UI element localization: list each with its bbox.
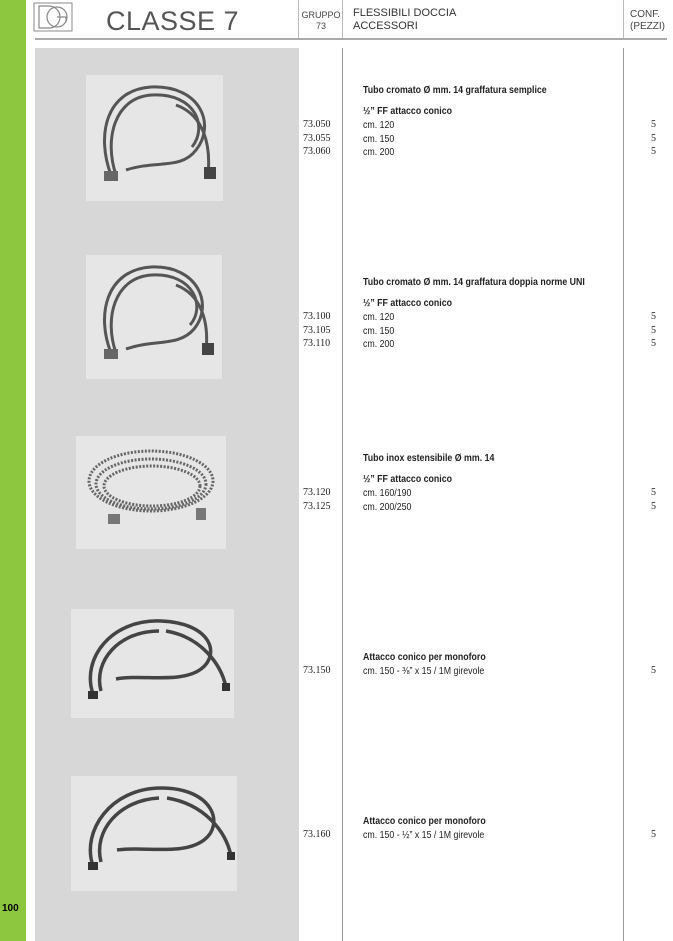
product-1-description xyxy=(363,84,572,160)
brand-logo-icon xyxy=(33,2,73,32)
column-divider xyxy=(623,48,624,941)
package-qty: 5 xyxy=(651,324,656,336)
product-size: cm. 150 - ½” x 15 / 1M girevole xyxy=(363,830,485,841)
product-code: 73.125 xyxy=(303,500,331,512)
product-size: cm. 150 xyxy=(363,325,395,337)
product-title: Tubo inox estensibile Ø mm. 14 xyxy=(363,453,495,464)
product-size: cm. 150 xyxy=(363,133,395,145)
product-size: cm. 200 xyxy=(363,147,395,159)
header-divider xyxy=(342,0,343,38)
side-color-bar xyxy=(0,0,26,941)
product-3-codes xyxy=(303,486,331,513)
conf-header xyxy=(630,9,665,33)
product-size: cm. 150 - ⅜” x 15 / 1M girevole xyxy=(363,666,485,677)
category-line-1: FLESSIBILI DOCCIA xyxy=(353,7,457,19)
product-title: Attacco conico per monoforo xyxy=(363,652,486,663)
conf-unit: (PEZZI) xyxy=(630,21,665,32)
package-qty: 5 xyxy=(651,487,656,498)
package-qty: 5 xyxy=(651,500,656,512)
product-code: 73.055 xyxy=(303,132,331,144)
product-2-description xyxy=(363,276,615,352)
product-1-qty xyxy=(640,118,656,159)
gruppo-header xyxy=(300,10,342,32)
product-code: 73.110 xyxy=(303,338,331,350)
product-2-codes xyxy=(303,310,331,351)
product-size: cm. 120 xyxy=(363,120,395,131)
product-3-description xyxy=(363,452,512,514)
chrome-shower-hose-image xyxy=(86,75,223,201)
stainless-extensible-hose-image xyxy=(76,436,226,549)
product-size: cm. 200/250 xyxy=(363,501,412,513)
monoforo-hose-half-image xyxy=(71,776,237,891)
package-qty: 5 xyxy=(651,146,656,158)
product-code: 73.150 xyxy=(303,665,331,676)
product-subtitle: ½” FF attacco conico xyxy=(363,298,453,309)
product-code: 73.105 xyxy=(303,324,331,336)
header-rule xyxy=(35,38,667,40)
product-1-codes xyxy=(303,118,331,159)
package-qty: 5 xyxy=(651,829,656,840)
package-qty: 5 xyxy=(651,132,656,144)
package-qty: 5 xyxy=(651,665,656,676)
product-size: cm. 160/190 xyxy=(363,488,412,499)
header-divider xyxy=(623,0,624,38)
product-size: cm. 120 xyxy=(363,312,395,323)
package-qty: 5 xyxy=(651,338,656,350)
gruppo-value: 73 xyxy=(315,21,326,31)
package-qty: 5 xyxy=(651,311,656,322)
product-subtitle: ½” FF attacco conico xyxy=(363,474,453,485)
product-code: 73.160 xyxy=(303,829,331,840)
product-size: cm. 200 xyxy=(363,339,395,351)
product-code: 73.120 xyxy=(303,487,331,498)
product-4-codes xyxy=(303,664,331,678)
chrome-shower-hose-double-image xyxy=(86,255,222,379)
column-divider xyxy=(342,48,343,941)
product-code: 73.100 xyxy=(303,311,331,322)
product-subtitle: ½” FF attacco conico xyxy=(363,106,453,117)
package-qty: 5 xyxy=(651,119,656,130)
product-code: 73.060 xyxy=(303,146,331,158)
product-4-description xyxy=(363,651,502,679)
product-title: Attacco conico per monoforo xyxy=(363,816,486,827)
header-divider xyxy=(298,0,299,38)
page-number: 100 xyxy=(2,903,19,914)
product-code: 73.050 xyxy=(303,119,331,130)
gruppo-label: GRUPPO xyxy=(301,10,341,20)
conf-label: CONF. xyxy=(630,9,660,20)
product-2-qty xyxy=(640,310,656,351)
category-header xyxy=(353,7,456,33)
product-3-qty xyxy=(640,486,656,513)
category-line-2: ACCESSORI xyxy=(353,20,418,32)
product-5-codes xyxy=(303,828,331,842)
product-4-qty xyxy=(640,664,656,678)
product-5-qty xyxy=(640,828,656,842)
product-title: Tubo cromato Ø mm. 14 graffatura doppia norme UNI xyxy=(363,277,585,288)
product-5-description xyxy=(363,815,502,843)
monoforo-hose-image xyxy=(71,609,234,718)
page-title: CLASSE 7 xyxy=(106,6,240,36)
product-title: Tubo cromato Ø mm. 14 graffatura semplice xyxy=(363,85,547,96)
